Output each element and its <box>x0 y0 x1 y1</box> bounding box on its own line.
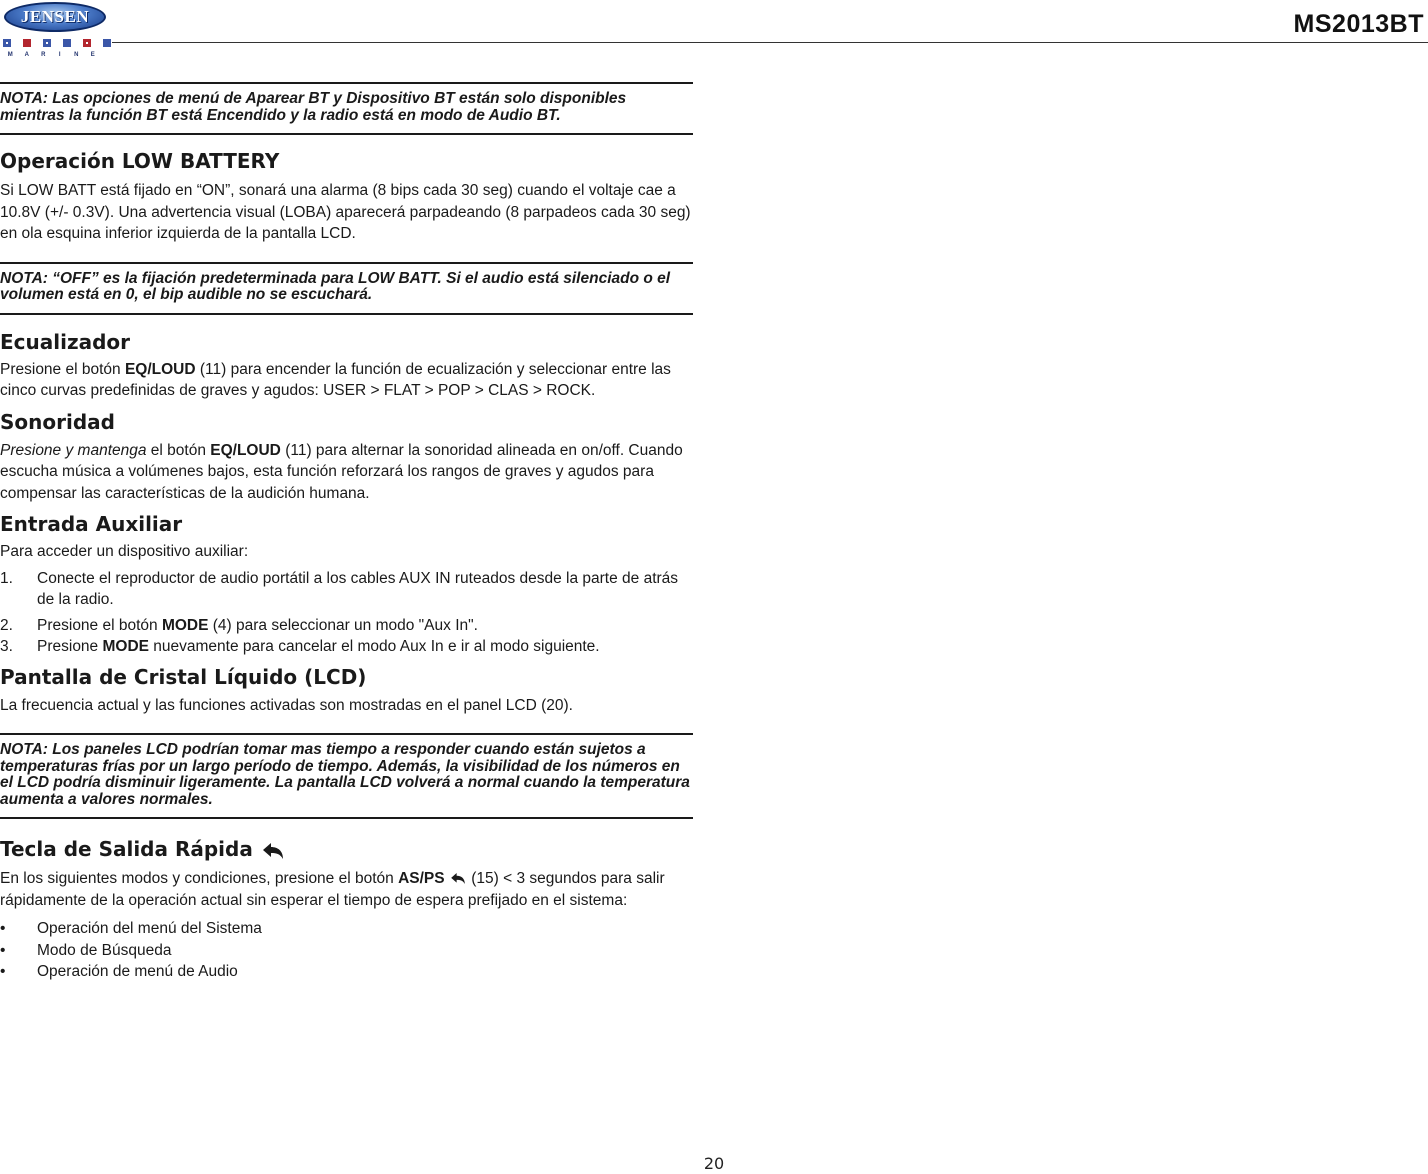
flag-icon <box>63 39 71 47</box>
note-lcd-temperature: NOTA: Los paneles LCD podrían tomar mas tiempo a responder cuando están sujetos a temperaturas frías por un largo período de tiempo. Además, la visibilidad de los números en el LCD podría disminuir ligeramente. La pantalla LCD volverá a normal cuando la temperatura aumenta a valores normales. <box>0 733 693 819</box>
as-ps-button-label: AS/PS <box>398 870 445 887</box>
list-item: • Operación del menú del Sistema <box>0 920 262 937</box>
aux-intro: Para acceder un dispositivo auxiliar: <box>0 543 249 560</box>
signal-flags <box>3 39 111 47</box>
low-battery-text: Si LOW BATT está fijado en “ON”, sonará una alarma (8 bips cada 30 seg) cuando el voltaje cae a 10.8V (+/- 0.3V). Una advertencia visual (LOBA) aparecerá parpadeando (8 parpadeos cada 30 seg) en ola esquina inferior izquierda de la pantalla LCD. <box>0 182 691 242</box>
logo-letter: A <box>24 52 29 58</box>
note-bt-menu: NOTA: Las opciones de menú de Aparear BT y Dispositivo BT están solo disponibles mientras la función BT está Encendido y la radio está en modo de Audio BT. <box>0 82 693 135</box>
eq-loud-button-label: EQ/LOUD <box>124 360 196 378</box>
aux-step: 2. Presione el botón MODE (4) para seleccionar un modo "Aux In". <box>0 616 478 634</box>
back-arrow-icon <box>449 871 467 886</box>
model-number: MS2013BT <box>1293 10 1424 38</box>
logo-letter: M <box>7 52 13 58</box>
content-column <box>0 82 693 983</box>
section-title-lcd: Pantalla de Cristal Líquido (LCD) <box>0 664 367 689</box>
page-number: 20 <box>703 1154 725 1173</box>
flag-icon <box>3 39 11 47</box>
mode-button-label: MODE <box>161 616 209 634</box>
jensen-marine-logo <box>2 2 112 62</box>
section-title-loudness: Sonoridad <box>0 409 115 434</box>
flag-icon <box>83 39 91 47</box>
logo-letter: E <box>90 52 95 58</box>
back-arrow-icon <box>260 840 286 862</box>
flag-icon <box>103 39 111 47</box>
section-title-quick-exit: Tecla de Salida Rápida <box>0 836 693 862</box>
logo-letter: R <box>41 52 46 58</box>
loudness-text: Presione y mantenga el botón EQ/LOUD (11) para alternar la sonoridad alineada en on/off. Cuando escucha música a volúmenes bajos, esta función reforzará los rangos de graves y agudos para compensar las características de la audición humana. <box>0 441 683 502</box>
logo-marine-letters <box>2 52 101 58</box>
quick-exit-text: En los siguientes modos y condiciones, presione el botón AS/PS (15) < 3 segundos para salir rápidamente de la operación actual sin esperar el tiempo de espera prefijado en el sistema: <box>0 870 665 909</box>
flag-icon <box>23 39 31 47</box>
logo-brand: JENSEN <box>20 7 90 26</box>
logo-letter: N <box>74 52 79 58</box>
header-divider <box>112 42 1428 43</box>
aux-step: 1. Conecte el reproductor de audio portátil a los cables AUX IN ruteados desde la parte de atrás de la radio. <box>0 569 679 608</box>
lcd-text: La frecuencia actual y las funciones activadas son mostradas en el panel LCD (20). <box>0 696 573 714</box>
aux-step: 3. Presione MODE nuevamente para cancelar el modo Aux In e ir al modo siguiente. <box>0 638 600 655</box>
section-title-aux: Entrada Auxiliar <box>0 512 183 536</box>
section-title-equalizer: Ecualizador <box>0 329 131 354</box>
logo-letter: I <box>58 52 61 58</box>
list-item: • Modo de Búsqueda <box>0 941 172 959</box>
note-low-batt: NOTA: “OFF” es la fijación predeterminada para LOW BATT. Si el audio está silenciado o el volumen está en 0, el bip audible no se escuchará. <box>0 262 693 315</box>
flag-icon <box>43 39 51 47</box>
mode-button-label: MODE <box>102 638 149 655</box>
equalizer-text: Presione el botón EQ/LOUD (11) para encender la función de ecualización y seleccionar entre las cinco curvas predefinidas de graves y agudos: USER > FLAT > POP > CLAS > ROCK. <box>0 360 671 399</box>
eq-loud-button-label: EQ/LOUD <box>210 441 281 459</box>
list-item: • Operación de menú de Audio <box>0 963 238 980</box>
section-title-low-battery: Operación LOW BATTERY <box>0 149 280 173</box>
